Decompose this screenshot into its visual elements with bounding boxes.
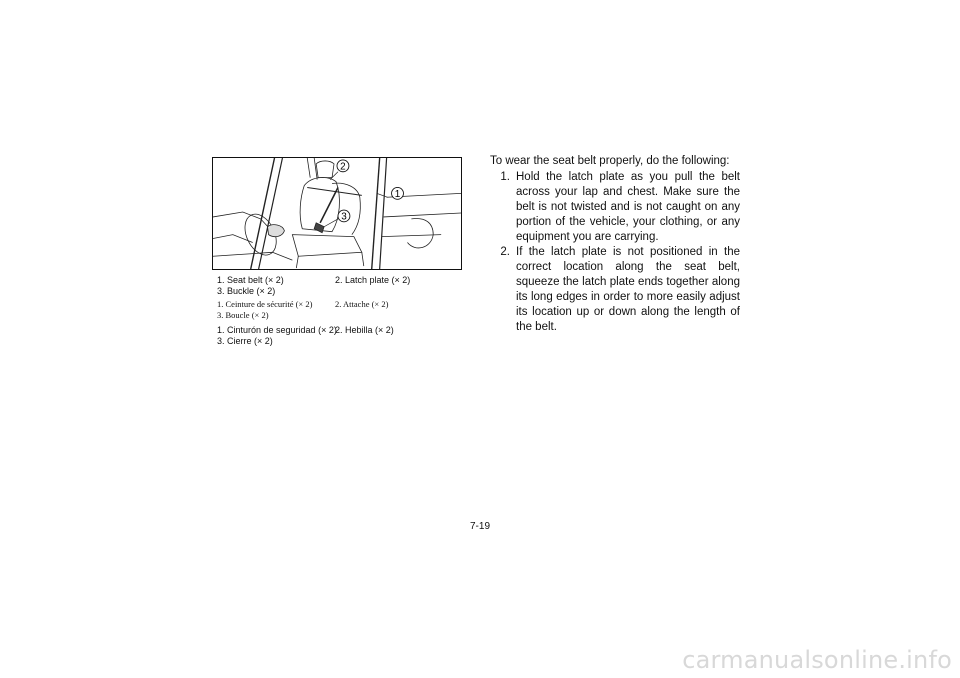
caption-spanish xyxy=(217,325,477,347)
watermark: carmanualsonline.info xyxy=(682,646,952,674)
instructions-text xyxy=(490,154,740,335)
step-1-number: 1. xyxy=(500,171,510,183)
step-2-number: 2. xyxy=(500,246,510,258)
step-2-text: If the latch plate is not positioned in the correct location along the seat belt, squeeze the latch plate ends together along its long edges in order to more easily adjust its location up or down along the length of the belt. xyxy=(516,246,740,333)
caption-fr-item-3: 3. Boucle (× 2) xyxy=(217,310,269,320)
page-number: 7-19 xyxy=(469,521,490,532)
callout-2: 2 xyxy=(340,161,346,173)
caption-es-item-1: 1. Cinturón de seguridad (× 2) xyxy=(217,325,337,335)
step-1 xyxy=(490,170,740,245)
step-2 xyxy=(490,245,740,335)
caption-french xyxy=(217,299,477,321)
seat-belt-illustration xyxy=(212,157,462,270)
caption-es-item-2: 2. Hebilla (× 2) xyxy=(335,325,394,335)
caption-english xyxy=(217,275,477,297)
instructions-intro: To wear the seat belt properly, do the following: xyxy=(490,155,730,167)
caption-es-item-3: 3. Cierre (× 2) xyxy=(217,336,273,346)
callout-3: 3 xyxy=(341,211,347,223)
caption-en-item-3: 3. Buckle (× 2) xyxy=(217,286,276,296)
caption-en-item-1: 1. Seat belt (× 2) xyxy=(217,275,284,285)
caption-en-item-2: 2. Latch plate (× 2) xyxy=(335,275,411,285)
seat-belt-line-drawing xyxy=(213,158,461,269)
caption-fr-item-2: 2. Attache (× 2) xyxy=(335,299,389,309)
callout-1: 1 xyxy=(394,188,401,200)
caption-fr-item-1: 1. Ceinture de sécurité (× 2) xyxy=(217,299,313,309)
step-1-text: Hold the latch plate as you pull the belt across your lap and chest. Make sure the belt is not twisted and is not caught on any portion of the vehicle, your clothing, or any equipment you are carrying. xyxy=(516,171,740,243)
